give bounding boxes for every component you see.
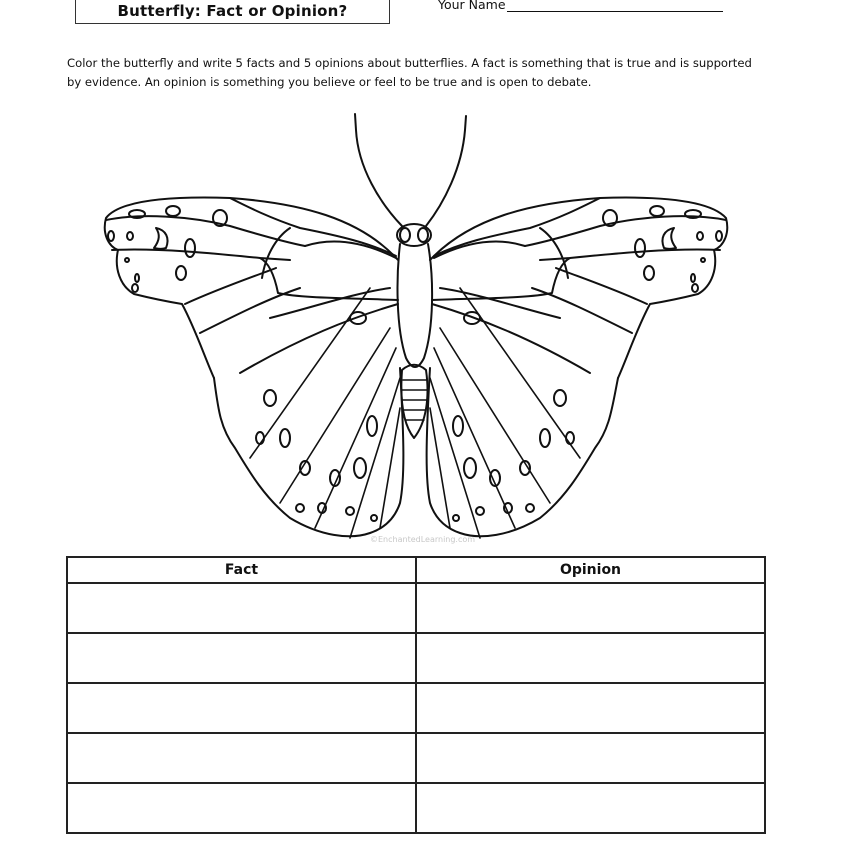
fact-opinion-table [66,556,766,834]
table-row [67,583,765,633]
fact-cell-1[interactable] [67,583,416,633]
opinion-cell-5[interactable] [416,783,765,833]
your-name-field[interactable] [438,0,723,12]
fact-cell-4[interactable] [67,733,416,783]
fact-entry[interactable] [68,634,415,682]
opinion-cell-3[interactable] [416,683,765,733]
opinion-entry[interactable] [417,584,764,632]
table-header-row [67,557,765,583]
fact-entry[interactable] [68,734,415,782]
opinion-entry[interactable] [417,634,764,682]
opinion-cell-1[interactable] [416,583,765,633]
column-header-opinion: Opinion [416,557,765,583]
opinion-entry[interactable] [417,784,764,832]
worksheet-title: Butterfly: Fact or Opinion? [117,1,348,20]
table-row [67,633,765,683]
opinion-cell-2[interactable] [416,633,765,683]
instructions-text: Color the butterfly and write 5 facts and 5 opinions about butterflies. A fact is something that is true and is supported by evidence. An opinion is something you believe or feel to be true and is open to debate. [67,56,752,89]
fact-cell-2[interactable] [67,633,416,683]
copyright-watermark: ©EnchantedLearning.com [370,535,476,544]
fact-cell-5[interactable] [67,783,416,833]
your-name-label: Your Name [438,0,506,12]
butterfly-illustration [100,108,750,540]
table-row [67,683,765,733]
column-header-fact: Fact [67,557,416,583]
table-row [67,733,765,783]
fact-entry[interactable] [68,584,415,632]
fact-entry[interactable] [68,684,415,732]
fact-cell-3[interactable] [67,683,416,733]
opinion-entry[interactable] [417,734,764,782]
opinion-entry[interactable] [417,684,764,732]
worksheet-title-box [75,0,390,24]
your-name-blank-line[interactable] [507,0,723,12]
table-row [67,783,765,833]
fact-entry[interactable] [68,784,415,832]
opinion-cell-4[interactable] [416,733,765,783]
